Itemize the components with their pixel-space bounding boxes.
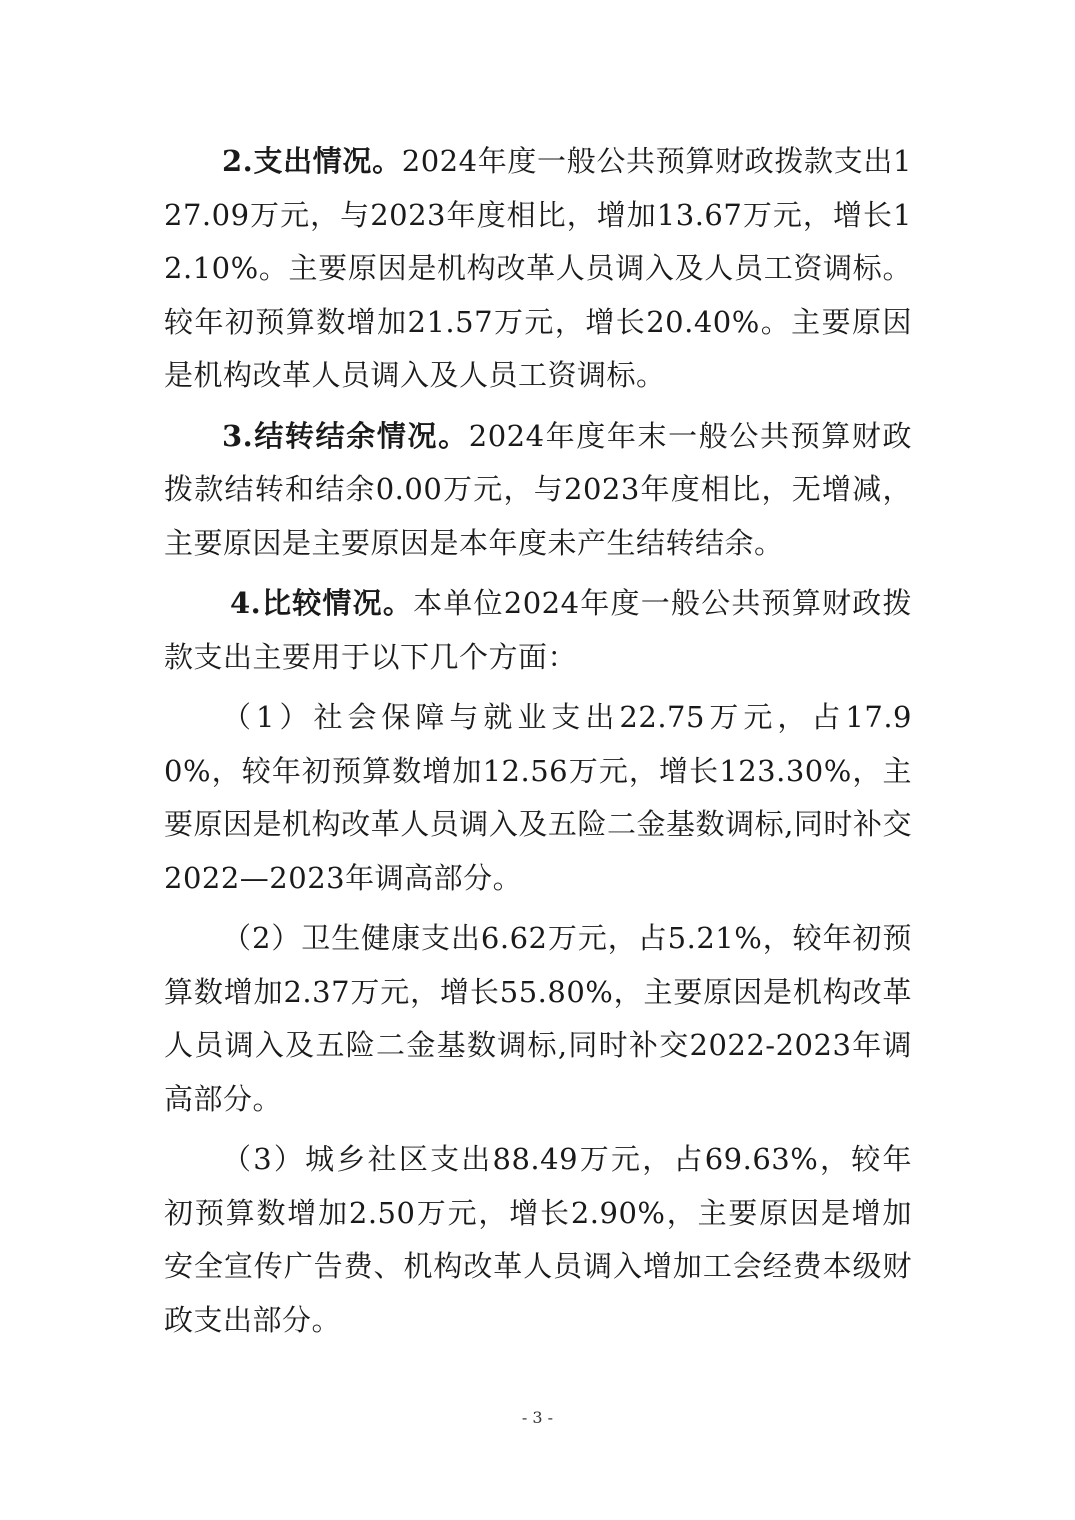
- paragraph-text: 2024年度年末一般公共预算财政拨款结转和结余0.00万元，与2023年度相比，无增减，主要原因是主要原因是本年度未产生结转结余。: [164, 418, 912, 560]
- document-body: [164, 135, 912, 1354]
- paragraph-item-social-security: [164, 691, 912, 905]
- paragraph-item-urban-rural: [164, 1133, 912, 1347]
- paragraph-heading: 2.支出情况。: [222, 144, 402, 178]
- paragraph-text: 本单位2024年度一般公共预算财政拨款支出主要用于以下几个方面：: [164, 586, 912, 674]
- paragraph-heading: 3.结转结余情况。: [222, 418, 469, 453]
- paragraph-text: （3）城乡社区支出88.49万元，占69.63%，较年初预算数增加2.50万元，增长2.90%，主要原因是增加安全宣传广告费、机构改革人员调入增加工会经费本级财政支出部分。: [164, 1142, 912, 1337]
- paragraph-text: （1）社会保障与就业支出22.75万元，占17.90%，较年初预算数增加12.56万元，增长123.30%，主要原因是机构改革人员调入及五险二金基数调标,同时补交2022—2023年调高部分。: [164, 700, 912, 895]
- paragraph-expenditure: [164, 135, 912, 403]
- paragraph-text: （2）卫生健康支出6.62万元，占5.21%，较年初预算数增加2.37万元，增长55.80%，主要原因是机构改革人员调入及五险二金基数调标,同时补交2022-2023年调高部分。: [164, 921, 912, 1116]
- paragraph-item-health: [164, 912, 912, 1126]
- page-number: - 3 -: [521, 1408, 554, 1427]
- paragraph-comparison: [164, 577, 912, 684]
- paragraph-text: 2024年度一般公共预算财政拨款支出127.09万元，与2023年度相比，增加13.67万元，增长12.10%。主要原因是机构改革人员调入及人员工资调标。较年初预算数增加21.57万元，增长20.40%。主要原因是机构改革人员调入及人员工资调标。: [164, 144, 912, 392]
- paragraph-carryover: [164, 410, 912, 571]
- paragraph-heading: 4.比较情况。: [230, 586, 414, 620]
